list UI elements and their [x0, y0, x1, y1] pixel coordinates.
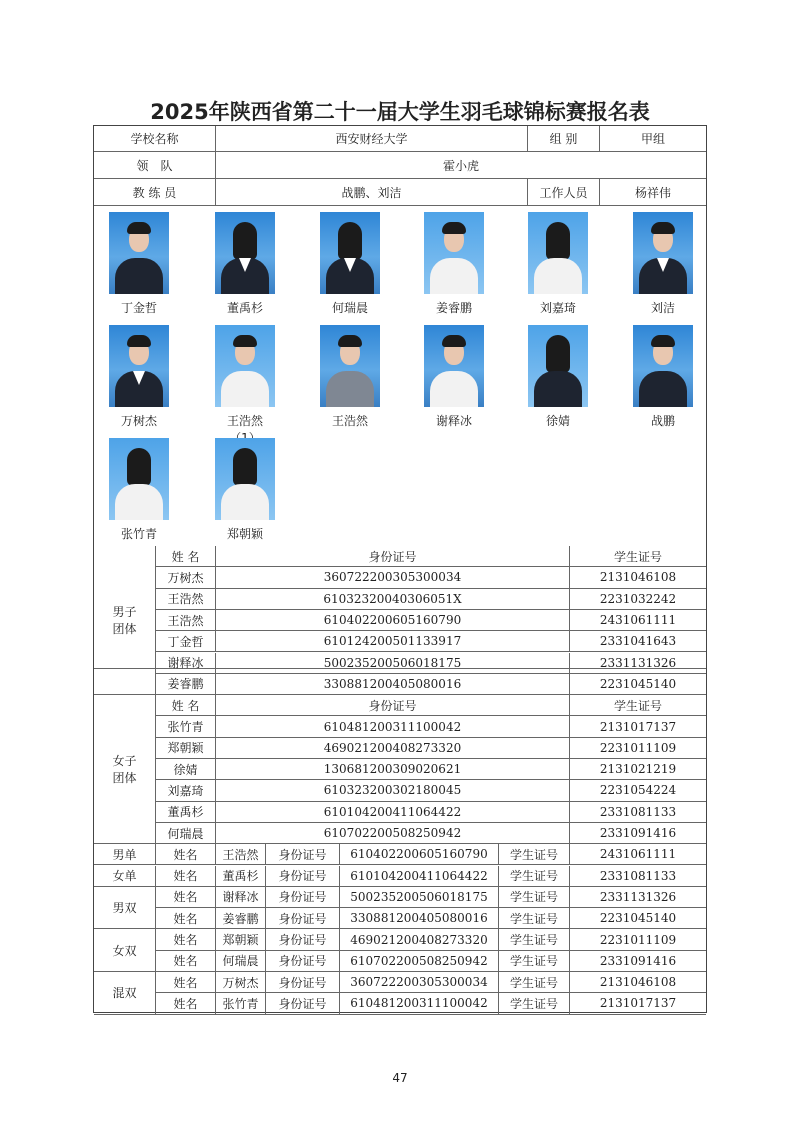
photo-name: 万树杰	[120, 414, 157, 428]
player-id: 610104200411064422	[216, 802, 570, 823]
portrait-photo	[424, 325, 484, 407]
event-player-name: 谢释冰	[216, 887, 266, 908]
event-player-sid: 2431061111	[570, 844, 706, 865]
registration-form	[93, 125, 707, 1013]
event-player-name: 王浩然	[216, 844, 266, 865]
staff-value: 杨祥伟	[600, 179, 706, 206]
event-player-sid: 2231011109	[570, 929, 706, 950]
event-name-label: 姓名	[156, 929, 216, 950]
event-id-label: 身份证号	[266, 844, 340, 865]
player-id: 500235200506018175	[216, 653, 570, 674]
photo-card	[528, 325, 588, 429]
player-id: 330881200405080016	[216, 674, 570, 695]
player-sid: 2231045140	[570, 674, 706, 695]
player-name: 谢释冰	[156, 653, 216, 674]
event-player-sid: 2331091416	[570, 951, 706, 972]
player-id: 610702200508250942	[216, 823, 570, 844]
player-id: 130681200309020621	[216, 759, 570, 780]
player-sid: 2131021219	[570, 759, 706, 780]
player-sid: 2331091416	[570, 823, 706, 844]
event-id-label: 身份证号	[266, 993, 340, 1014]
player-sid: 2231011109	[570, 738, 706, 759]
coach-value: 战鹏、刘洁	[216, 179, 528, 206]
player-name: 刘嘉琦	[156, 780, 216, 801]
player-name: 王浩然	[156, 589, 216, 610]
portrait-photo	[528, 325, 588, 407]
event-player-id: 610104200411064422	[340, 866, 499, 887]
photo-card	[109, 438, 169, 542]
event-id-label: 身份证号	[266, 929, 340, 950]
player-sid: 2331131326	[570, 653, 706, 674]
event-player-name: 董禹杉	[216, 866, 266, 887]
event-player-id: 500235200506018175	[340, 887, 499, 908]
player-sid: 2231032242	[570, 589, 706, 610]
photo-name: 何瑞晨	[331, 301, 368, 315]
event-name-label: 姓名	[156, 951, 216, 972]
event-label: 女单	[94, 866, 156, 887]
event-sid-label: 学生证号	[499, 993, 570, 1014]
event-player-id: 360722200305300034	[340, 972, 499, 993]
player-sid: 2431061111	[570, 610, 706, 631]
event-sid-label: 学生证号	[499, 908, 570, 929]
event-sid-label: 学生证号	[499, 844, 570, 865]
portrait-photo	[633, 325, 693, 407]
portrait-photo	[109, 438, 169, 520]
photo-name: 刘嘉琦	[539, 301, 576, 315]
women-team-label: 女子 团体	[94, 695, 156, 844]
photo-name: 丁金哲	[120, 301, 157, 315]
player-sid: 2131046108	[570, 567, 706, 588]
photo-name: 刘洁	[650, 301, 675, 315]
player-id: 610481200311100042	[216, 716, 570, 737]
photo-card	[215, 438, 275, 542]
portrait-photo	[109, 325, 169, 407]
event-sid-label: 学生证号	[499, 866, 570, 887]
portrait-photo	[320, 325, 380, 407]
event-name-label: 姓名	[156, 993, 216, 1014]
player-id: 360722200305300034	[216, 567, 570, 588]
header-name: 姓 名	[156, 695, 216, 716]
event-id-label: 身份证号	[266, 866, 340, 887]
photo-name: 郑朝颖	[226, 527, 263, 541]
event-id-label: 身份证号	[266, 951, 340, 972]
photo-name: 战鹏	[650, 414, 675, 428]
player-id: 610124200501133917	[216, 631, 570, 652]
event-id-label: 身份证号	[266, 887, 340, 908]
leader-value: 霍小虎	[216, 152, 706, 179]
event-player-name: 姜睿鹏	[216, 908, 266, 929]
player-name: 王浩然	[156, 610, 216, 631]
photo-card	[215, 212, 275, 316]
event-id-label: 身份证号	[266, 972, 340, 993]
event-label: 男单	[94, 844, 156, 865]
player-sid: 2131017137	[570, 716, 706, 737]
photo-name: 谢释冰	[435, 414, 472, 428]
event-label: 女双	[94, 929, 156, 972]
player-name: 万树杰	[156, 567, 216, 588]
group-label: 组 别	[528, 126, 600, 152]
portrait-photo	[215, 438, 275, 520]
page-title: 2025年陕西省第二十一届大学生羽毛球锦标赛报名表	[150, 100, 650, 124]
event-player-name: 万树杰	[216, 972, 266, 993]
event-name-label: 姓名	[156, 866, 216, 887]
photo-card	[109, 325, 169, 429]
photo-name: 张竹青	[120, 527, 157, 541]
event-sid-label: 学生证号	[499, 972, 570, 993]
header-sid: 学生证号	[570, 546, 706, 567]
portrait-photo	[320, 212, 380, 294]
event-label: 男双	[94, 887, 156, 930]
event-name-label: 姓名	[156, 887, 216, 908]
school-value: 西安财经大学	[216, 126, 528, 152]
event-player-id: 610402200605160790	[340, 844, 499, 865]
event-player-id: 610481200311100042	[340, 993, 499, 1014]
staff-label: 工作人员	[528, 179, 600, 206]
photo-name: 徐婧	[545, 414, 570, 428]
event-name-label: 姓名	[156, 844, 216, 865]
player-id: 610323200302180045	[216, 780, 570, 801]
event-player-id: 469021200408273320	[340, 929, 499, 950]
photo-card	[320, 212, 380, 316]
header-name: 姓 名	[156, 546, 216, 567]
header-id: 身份证号	[216, 695, 570, 716]
photo-card	[633, 212, 693, 316]
photo-card	[633, 325, 693, 429]
photo-name: 王浩然	[226, 414, 263, 428]
event-label: 混双	[94, 972, 156, 1015]
photo-card	[528, 212, 588, 316]
player-name: 丁金哲	[156, 631, 216, 652]
group-value: 甲组	[600, 126, 706, 152]
player-id: 61032320040306051X	[216, 589, 570, 610]
event-player-name: 郑朝颖	[216, 929, 266, 950]
event-name-label: 姓名	[156, 908, 216, 929]
portrait-photo	[633, 212, 693, 294]
event-player-id: 610702200508250942	[340, 951, 499, 972]
player-id: 610402200605160790	[216, 610, 570, 631]
photo-card	[320, 325, 380, 429]
event-player-sid: 2131046108	[570, 972, 706, 993]
player-sid: 2231054224	[570, 780, 706, 801]
event-player-sid: 2231045140	[570, 908, 706, 929]
player-name: 徐婧	[156, 759, 216, 780]
player-name: 张竹青	[156, 716, 216, 737]
photo-name: 姜睿鹏	[435, 301, 472, 315]
player-sid: 2331041643	[570, 631, 706, 652]
men-team-label: 男子 团体	[94, 546, 156, 695]
portrait-photo	[215, 212, 275, 294]
coach-label: 教 练 员	[94, 179, 216, 206]
player-name: 郑朝颖	[156, 738, 216, 759]
header-id: 身份证号	[216, 546, 570, 567]
page-number: 47	[392, 1071, 408, 1085]
photo-card	[424, 325, 484, 429]
portrait-photo	[215, 325, 275, 407]
leader-label: 领 队	[94, 152, 216, 179]
event-player-name: 张竹青	[216, 993, 266, 1014]
photo-card	[215, 325, 275, 446]
event-sid-label: 学生证号	[499, 887, 570, 908]
player-id: 469021200408273320	[216, 738, 570, 759]
event-name-label: 姓名	[156, 972, 216, 993]
event-sid-label: 学生证号	[499, 929, 570, 950]
event-player-name: 何瑞晨	[216, 951, 266, 972]
photo-card	[424, 212, 484, 316]
portrait-photo	[109, 212, 169, 294]
photo-name: 董禹杉	[226, 301, 263, 315]
event-id-label: 身份证号	[266, 908, 340, 929]
player-name: 姜睿鹏	[156, 674, 216, 695]
portrait-photo	[424, 212, 484, 294]
event-player-id: 330881200405080016	[340, 908, 499, 929]
player-name: 何瑞晨	[156, 823, 216, 844]
header-sid: 学生证号	[570, 695, 706, 716]
player-name: 董禹杉	[156, 802, 216, 823]
portrait-photo	[528, 212, 588, 294]
event-player-sid: 2331081133	[570, 866, 706, 887]
school-label: 学校名称	[94, 126, 216, 152]
event-player-sid: 2331131326	[570, 887, 706, 908]
event-player-sid: 2131017137	[570, 993, 706, 1014]
player-sid: 2331081133	[570, 802, 706, 823]
photo-card	[109, 212, 169, 316]
photo-name: 王浩然	[331, 414, 368, 428]
event-sid-label: 学生证号	[499, 951, 570, 972]
